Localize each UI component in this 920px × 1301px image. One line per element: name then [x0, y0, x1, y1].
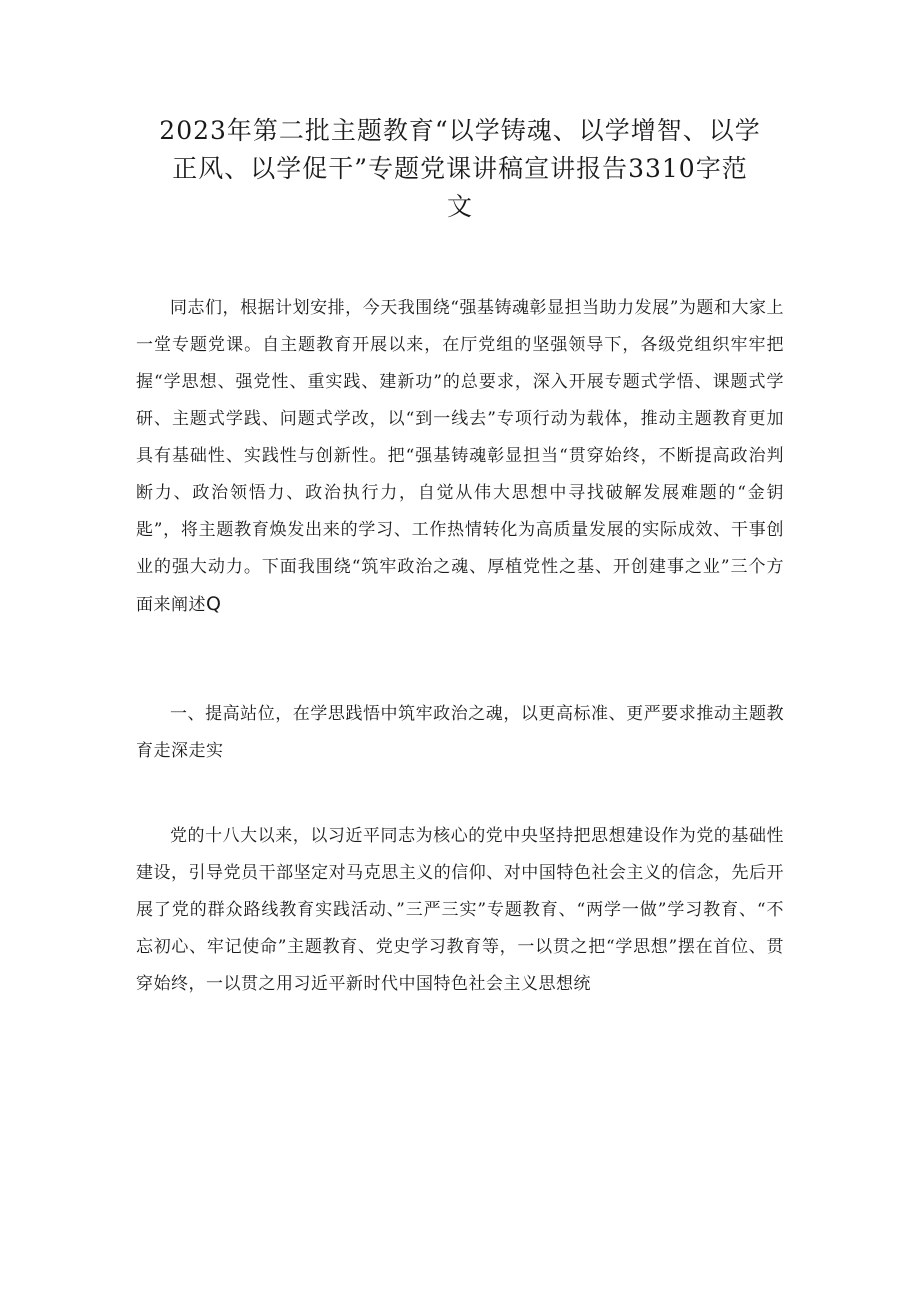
intro-text: 同志们，根据计划安排，今天我围绕“强基铸魂彰显担当助力发展”为题和大家上一堂专题党课。自主题教育开展以来，在厅党组的坚强领导下，各级党组织牢牢把握“学思想、强党性、重实践、建新功”的总要求，深入开展专题式学悟、课题式学研、主题式学践、问题式学改，以“到一线去”专项行动为载体，推动主题教育更加具有基础性、实践性与创新性。把“强基铸魂彰显担当“贯穿始终，不断提高政治判断力、政治领悟力、政治执行力，自觉从伟大思想中寻找破解发展难题的“金钥匙”，将主题教育焕发出来的学习、工作热情转化为高质量发展的实际成效、干事创业的强大动力。下面我围绕“筑牢政治之魂、厚植党性之基、开创建事之业”三个方面来阐述	[136, 298, 784, 615]
intro-paragraph	[136, 290, 784, 624]
title-line-1: 2023年第二批主题教育“以学铸魂、以学增智、以学	[159, 116, 761, 145]
title-line-3: 文	[446, 192, 473, 221]
title-line-2: 正风、以学促干”专题党课讲稿宣讲报告3310字范	[172, 154, 748, 183]
body-paragraph-1: 党的十八大以来，以习近平同志为核心的党中央坚持把思想建设作为党的基础性建设，引导党员干部坚定对马克思主义的信仰、对中国特色社会主义的信念，先后开展了党的群众路线教育实践活动、”三严三实”专题教育、“两学一做”学习教育、“不忘初心、牢记使命”主题教育、党史学习教育等，一以贯之把“学思想”摆在首位、贯穿始终，一以贯之用习近平新时代中国特色社会主义思想统	[136, 826, 784, 994]
intro-end-mark: Q	[206, 593, 222, 615]
section-heading-1: 一、提高站位，在学思践悟中筑牢政治之魂，以更高标准、更严要求推动主题教育走深走实	[136, 704, 784, 761]
document-title	[136, 112, 784, 226]
